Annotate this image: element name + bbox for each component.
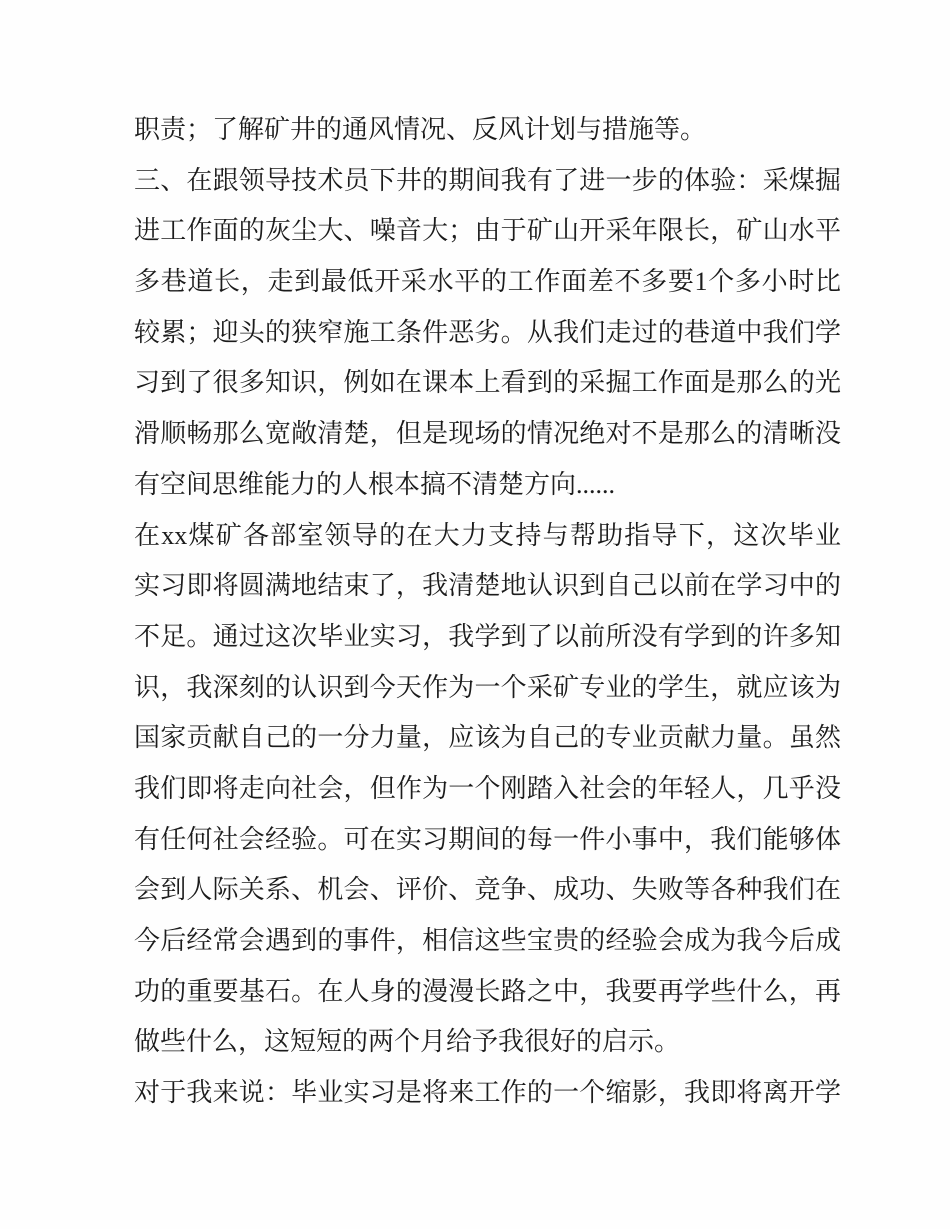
text-line: 做些什么，这短短的两个月给予我很好的启示。 [134, 1027, 681, 1057]
text-line: 习到了很多知识，例如在课本上看到的采掘工作面是那么的光 [134, 368, 841, 398]
text-line: 会到人际关系、机会、评价、竞争、成功、失败等各种我们在 [134, 875, 841, 905]
text-line: 不足。通过这次毕业实习，我学到了以前所没有学到的许多知 [134, 621, 841, 651]
text-line: 我们即将走向社会，但作为一个刚踏入社会的年轻人，几乎没 [134, 773, 841, 803]
text-line: 进工作面的灰尘大、噪音大；由于矿山开采年限长，矿山水平 [134, 216, 841, 246]
text-line: 国家贡献自己的一分力量，应该为自己的专业贡献力量。虽然 [134, 723, 841, 753]
text-line: 滑顺畅那么宽敞清楚，但是现场的情况绝对不是那么的清晰没 [134, 419, 841, 449]
text-line: 有任何社会经验。可在实习期间的每一件小事中，我们能够体 [134, 824, 841, 854]
para-closing [134, 1068, 841, 1119]
text-line: 识，我深刻的认识到今天作为一个采矿专业的学生，就应该为 [134, 672, 841, 702]
text-line: 多巷道长，走到最低开采水平的工作面差不多要1个多小时比 [134, 267, 841, 297]
text-line: 对于我来说：毕业实习是将来工作的一个缩影，我即将离开学 [134, 1078, 841, 1108]
text-line: 职责；了解矿井的通风情况、反风计划与措施等。 [134, 115, 707, 144]
text-line: 实习即将圆满地结束了，我清楚地认识到自己以前在学习中的 [134, 571, 841, 601]
para-continuation [134, 105, 841, 156]
document-text-block [134, 105, 841, 1119]
para-summary [134, 511, 841, 1069]
text-line: 在xx煤矿各部室领导的在大力支持与帮助指导下，这次毕业 [134, 520, 841, 550]
text-line: 功的重要基石。在人身的漫漫长路之中，我要再学些什么，再 [134, 976, 841, 1006]
text-line: 有空间思维能力的人根本搞不清楚方向...... [134, 469, 616, 499]
para-item-three [134, 156, 841, 511]
text-line: 今后经常会遇到的事件，相信这些宝贵的经验会成为我今后成 [134, 926, 841, 955]
text-line: 较累；迎头的狭窄施工条件恶劣。从我们走过的巷道中我们学 [134, 317, 841, 347]
text-line: 三、在跟领导技术员下井的期间我有了进一步的体验：采煤掘 [134, 165, 841, 195]
